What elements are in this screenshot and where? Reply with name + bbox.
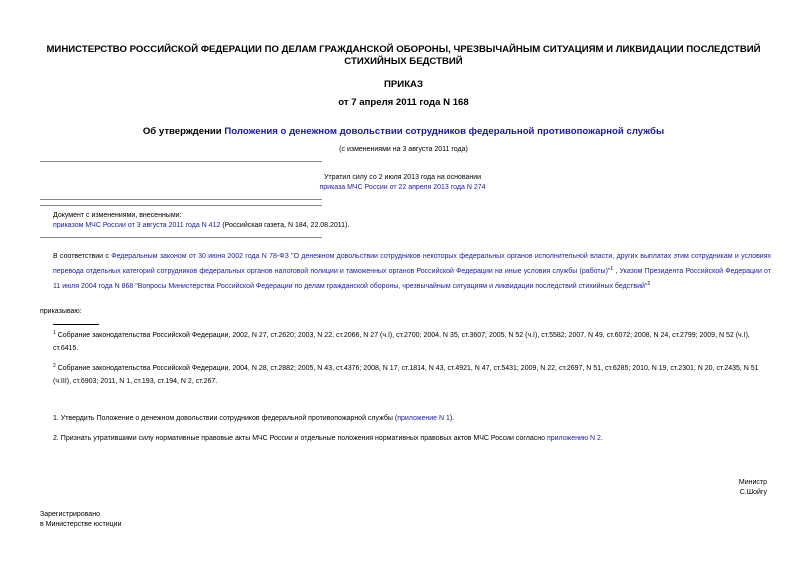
item-2-end: . — [600, 435, 603, 442]
divider — [40, 199, 322, 200]
appendix-2-link[interactable]: приложению N 2 — [546, 435, 601, 442]
footnote-2-text: Собрание законодательства Российской Федерации, 2004, N 28, ст.2882; 2005, N 43, ст.4376; 2008, N 17, ст.1814, N 43, ст.4921, N 47, ст.5431; 2009, N 22, ст.2697, N 51, ст.6285; 2010, N 19, ст.2301, N 20, ст.2435, N 51 (ч.III), ст.6903; 2011, N 1, ст.193, ст.194, N 2, ст.267. — [53, 365, 759, 385]
signature-role: Министр — [738, 479, 767, 486]
item-2-text: 2. Признать утратившими силу нормативные правовые акты МЧС России и отдельные положения нормативных правовых актов МЧС России согласно — [53, 435, 547, 442]
item-1-text: 1. Утвердить Положение о денежном довольствии сотрудников федеральной противопожарной службы ( — [53, 415, 398, 422]
registration-line-1: Зарегистрировано — [40, 511, 100, 518]
appendix-1-link[interactable]: приложение N 1 — [397, 415, 450, 422]
item-1-end: ). — [449, 415, 455, 422]
approval-title — [0, 126, 807, 137]
amendment-source: (Российская газета, N 184, 22.08.2011). — [220, 221, 350, 229]
approval-prefix: Об утверждении — [142, 126, 225, 137]
footnote-1-text: Собрание законодательства Российской Федерации, 2002, N 27, ст.2620; 2003, N 22, ст.2066, N 27 (ч.I), ст.2700; 2004, N 35, ст.3607; 2005, N 52 (ч.I), ст.5582; 2007, N 49, ст.6072; 2008, N 24, ст.2799; 2009, N 52 (ч.I), ст.6415. — [53, 332, 750, 352]
basis-paragraph — [53, 250, 771, 293]
order-item-2 — [53, 434, 603, 444]
doc-changes-note — [53, 211, 553, 230]
president-decree-link[interactable]: Указом Президента Российской Федерации от 11 июля 2004 года N 868 "Вопросы Министерства Российской Федерации по делам гражданской обороны, чрезвычайным ситуациям и ликвидации последствий стихийных бедствий" — [53, 268, 771, 290]
footnote-mark-2: 2 — [53, 363, 56, 369]
changes-note: (с изменениями на 3 августа 2011 года) — [339, 146, 468, 153]
divider — [40, 161, 322, 162]
regulation-link[interactable]: Положения о денежном довольствии сотрудников федеральной противопожарной службы — [224, 126, 665, 137]
footnote-separator — [53, 324, 99, 325]
footnote-2 — [53, 360, 771, 388]
basis-text-1: В соответствии с — [53, 253, 112, 260]
amendment-order-link[interactable]: приказом МЧС России от 3 августа 2011 года N 412 — [53, 221, 221, 229]
divider — [40, 237, 322, 238]
footnote-ref-1: 1 — [610, 266, 614, 272]
footnote-mark-1: 1 — [53, 330, 56, 336]
federal-law-link[interactable]: Федеральным законом от 30 июня 2002 года N 78-ФЗ "О денежном довольствии сотрудников некоторых федеральных органов исполнительной власти, других выплатах этим сотрудникам и условиях перевода отдельных категорий сотрудников федеральных органов налоговой полиции и таможенных органов Российской Федерации на иные условия службы (работы)" — [53, 253, 772, 275]
registration-line-2: в Министерстве юстиции — [40, 521, 122, 528]
order-title: ПРИКАЗ — [384, 79, 423, 90]
lost-force-note — [250, 173, 555, 192]
order-word: приказываю: — [40, 308, 82, 315]
doc-changes-line — [53, 221, 553, 231]
order-date: от 7 апреля 2011 года N 168 — [338, 97, 469, 108]
ministry-heading: МИНИСТЕРСТВО РОССИЙСКОЙ ФЕДЕРАЦИИ ПО ДЕЛАМ ГРАЖДАНСКОЙ ОБОРОНЫ, ЧРЕЗВЫЧАЙНЫМ СИТУАЦИЯМ И ЛИКВИДАЦИИ ПОСЛЕДСТВИЙ СТИХИЙНЫХ БЕДСТВИЙ — [46, 44, 761, 67]
lost-force-text: Утратил силу со 2 июля 2013 года на основании — [323, 174, 482, 181]
repeal-order-link[interactable]: приказа МЧС России от 22 апреля 2013 года N 274 — [319, 183, 486, 191]
divider — [40, 205, 322, 206]
order-item-1 — [53, 414, 454, 424]
footnote-1 — [53, 327, 771, 355]
signature-name: С.Шойгу — [739, 489, 767, 496]
basis-text-2: , — [613, 268, 620, 275]
doc-changes-label: Документ с изменениями, внесенными: — [53, 212, 182, 219]
footnote-ref-2: 2 — [647, 281, 651, 287]
